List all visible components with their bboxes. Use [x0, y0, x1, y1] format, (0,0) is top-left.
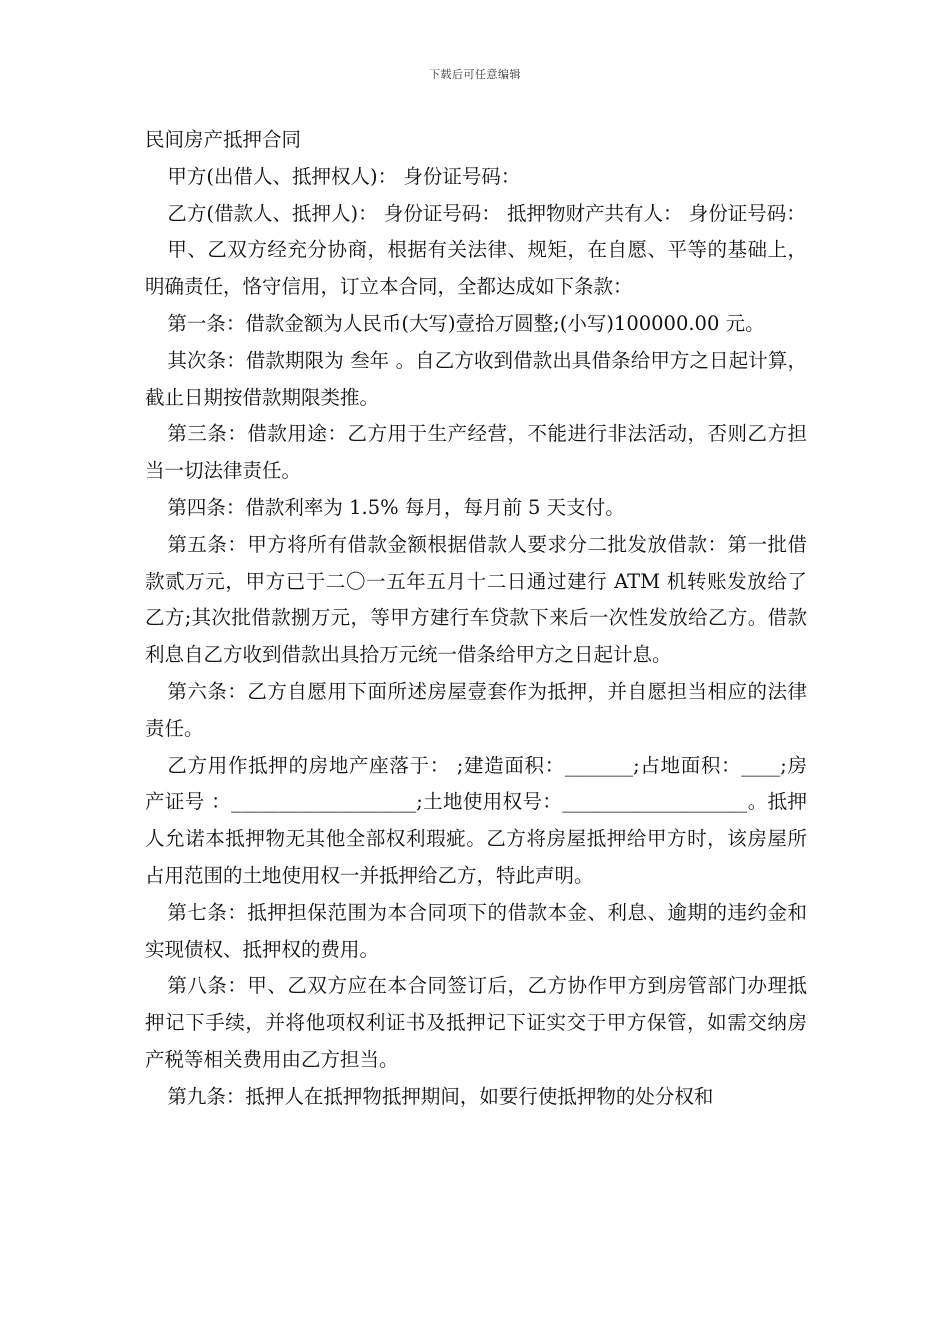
- article-2: 其次条：借款期限为 叁年 。自乙方收到借款出具借条给甲方之日起计算，截止日期按借款期限类推。: [145, 348, 807, 409]
- party-b-line: 乙方(借款人、抵押人)： 身份证号码： 抵押物财产共有人： 身份证号码：: [167, 201, 806, 225]
- article-4: 第四条：借款利率为 1.5% 每月，每月前 5 天支付。: [167, 495, 625, 519]
- document-title: 民间房产抵押合同: [145, 128, 302, 151]
- article-3: 第三条：借款用途：乙方用于生产经营，不能进行非法活动，否则乙方担当一切法律责任。: [145, 422, 807, 483]
- contract-body: [145, 122, 807, 1116]
- article-1: 第一条：借款金额为人民币(大写)壹拾万圆整;(小写)100000.00 元。: [167, 311, 765, 335]
- party-a-line: 甲方(出借人、抵押权人)： 身份证号码：: [167, 164, 521, 188]
- article-9: 第九条：抵押人在抵押物抵押期间，如要行使抵押物的处分权和: [167, 1084, 714, 1108]
- page-header-note: 下载后可任意编辑: [429, 68, 521, 81]
- article-6: 第六条：乙方自愿用下面所述房屋壹套作为抵押，并自愿担当相应的法律责任。: [145, 679, 807, 740]
- article-7: 第七条：抵押担保范围为本合同项下的借款本金、利息、逾期的违约金和实现债权、抵押权的费用。: [145, 900, 807, 961]
- mortgage-property-details: 乙方用作抵押的房地产座落于： ;建造面积：_______;占地面积：____;房产证号 ：___________________;土地使用权号：___________________。抵押人允诺本抵押物无其他全部权利瑕疵。乙方将房屋抵押给甲方时，该房屋所占用范围的土地使用权一并抵押给乙方，特此声明。: [145, 753, 807, 887]
- article-8: 第八条：甲、乙双方应在本合同签订后，乙方协作甲方到房管部门办理抵押记下手续，并将他项权利证书及抵押记下证实交于甲方保管，如需交纳房产税等相关费用由乙方担当。: [145, 974, 807, 1071]
- article-5: 第五条：甲方将所有借款金额根据借款人要求分二批发放借款：第一批借款贰万元，甲方已于二〇一五年五月十二日通过建行 ATM 机转账发放给了乙方;其次批借款捌万元，等甲方建行车贷款下来后一次性发放给乙方。借款利息自乙方收到借款出具拾万元统一借条给甲方之日起计息。: [145, 532, 807, 667]
- preamble-paragraph: 甲、乙双方经充分协商，根据有关法律、规矩，在自愿、平等的基础上，明确责任，恪守信用，订立本合同，全都达成如下条款：: [145, 238, 807, 299]
